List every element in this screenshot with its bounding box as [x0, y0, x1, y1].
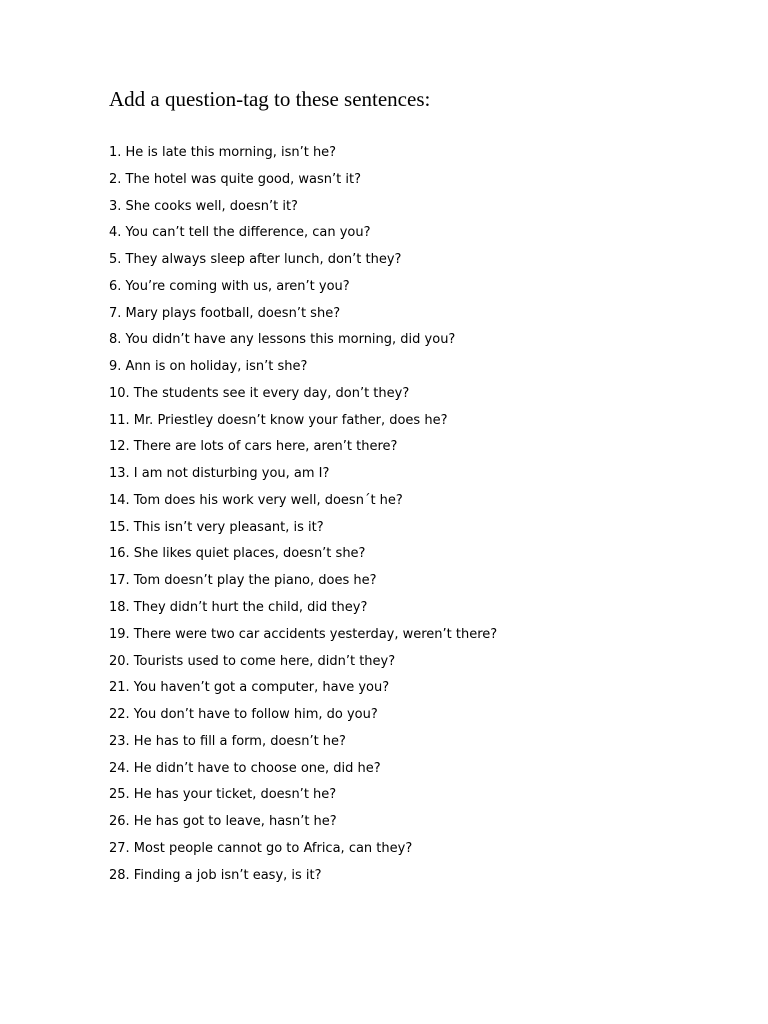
- sentence-item: 24. He didn’t have to choose one, did he?: [109, 760, 381, 776]
- sentence-item: 14. Tom does his work very well, doesn´t he?: [109, 492, 403, 508]
- sentence-item: 3. She cooks well, doesn’t it?: [109, 198, 298, 214]
- sentence-item: 21. You haven’t got a computer, have you?: [109, 680, 390, 696]
- sentence-item: 12. There are lots of cars here, aren’t there?: [109, 439, 398, 455]
- sentence-item: 7. Mary plays football, doesn’t she?: [109, 305, 341, 321]
- sentence-item: 4. You can’t tell the difference, can you?: [109, 225, 371, 241]
- sentence-item: 17. Tom doesn’t play the piano, does he?: [109, 573, 377, 589]
- sentence-item: 13. I am not disturbing you, am I?: [109, 466, 330, 482]
- sentence-item: 2. The hotel was quite good, wasn’t it?: [109, 171, 361, 187]
- sentence-item: 28. Finding a job isn’t easy, is it?: [109, 867, 322, 883]
- sentence-item: 20. Tourists used to come here, didn’t they?: [109, 653, 396, 669]
- sentence-item: 25. He has your ticket, doesn’t he?: [109, 787, 337, 803]
- sentence-item: 6. You’re coming with us, aren’t you?: [109, 278, 350, 294]
- sentence-item: 26. He has got to leave, hasn’t he?: [109, 814, 337, 830]
- worksheet-title: Add a question-tag to these sentences:: [109, 87, 431, 111]
- sentence-item: 18. They didn’t hurt the child, did they?: [109, 600, 368, 616]
- sentence-item: 22. You don’t have to follow him, do you?: [109, 707, 378, 723]
- sentence-list: [109, 143, 497, 886]
- sentence-item: 10. The students see it every day, don’t they?: [109, 385, 410, 401]
- sentence-item: 9. Ann is on holiday, isn’t she?: [109, 359, 308, 375]
- sentence-item: 19. There were two car accidents yesterday, weren’t there?: [109, 626, 498, 642]
- sentence-item: 15. This isn’t very pleasant, is it?: [109, 519, 324, 535]
- sentence-item: 11. Mr. Priestley doesn’t know your father, does he?: [109, 412, 448, 428]
- sentence-item: 27. Most people cannot go to Africa, can they?: [109, 840, 413, 856]
- sentence-item: 16. She likes quiet places, doesn’t she?: [109, 546, 366, 562]
- sentence-item: 8. You didn’t have any lessons this morning, did you?: [109, 332, 456, 348]
- sentence-item: 23. He has to fill a form, doesn’t he?: [109, 733, 346, 749]
- sentence-item: 5. They always sleep after lunch, don’t they?: [109, 252, 402, 268]
- sentence-item: 1. He is late this morning, isn’t he?: [109, 145, 337, 160]
